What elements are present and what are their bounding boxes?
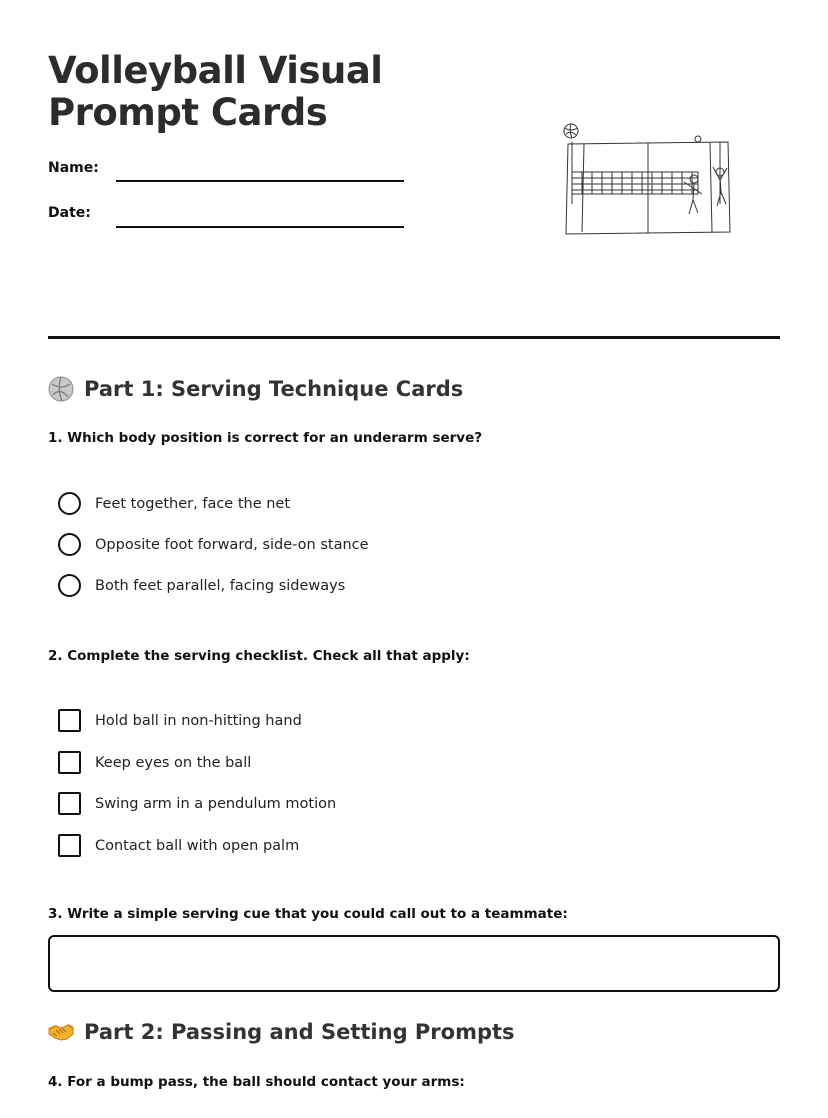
option-label: Both feet parallel, facing sideways	[95, 577, 346, 594]
date-field[interactable]	[116, 226, 404, 228]
question-3: 3. Write a simple serving cue that you could call out to a teammate:	[48, 906, 568, 922]
worksheet-page	[48, 0, 780, 1118]
q1-option-3[interactable]	[58, 574, 345, 597]
part1-heading	[48, 376, 463, 402]
checkbox[interactable]	[58, 792, 81, 815]
option-label: Keep eyes on the ball	[95, 754, 252, 771]
checkbox[interactable]	[58, 709, 81, 732]
q1-option-1[interactable]	[58, 492, 290, 515]
section-divider	[48, 336, 780, 339]
q1-option-2[interactable]	[58, 533, 369, 556]
radio-button[interactable]	[58, 533, 81, 556]
radio-button[interactable]	[58, 492, 81, 515]
name-field[interactable]	[116, 180, 404, 182]
option-label: Feet together, face the net	[95, 495, 291, 512]
handshake-icon	[48, 1019, 74, 1045]
part2-heading	[48, 1019, 515, 1045]
question-2: 2. Complete the serving checklist. Check all that apply:	[48, 648, 470, 664]
question-1: 1. Which body position is correct for an underarm serve?	[48, 430, 483, 446]
option-label: Opposite foot forward, side-on stance	[95, 536, 369, 553]
date-label: Date:	[48, 205, 91, 221]
part1-title: Part 1: Serving Technique Cards	[84, 377, 464, 401]
checkbox[interactable]	[58, 834, 81, 857]
option-label: Swing arm in a pendulum motion	[95, 795, 337, 812]
question-4: 4. For a bump pass, the ball should contact your arms:	[48, 1074, 465, 1090]
q2-option-3[interactable]	[58, 792, 336, 815]
option-label: Hold ball in non-hitting hand	[95, 712, 302, 729]
q2-option-4[interactable]	[58, 834, 299, 857]
checkbox[interactable]	[58, 751, 81, 774]
volleyball-icon	[48, 376, 74, 402]
worksheet-title: Volleyball Visual Prompt Cards	[48, 49, 383, 134]
serving-cue-answer-box[interactable]	[48, 935, 780, 992]
option-label: Contact ball with open palm	[95, 837, 300, 854]
q2-option-2[interactable]	[58, 751, 251, 774]
part2-title: Part 2: Passing and Setting Prompts	[84, 1020, 515, 1044]
q2-option-1[interactable]	[58, 709, 302, 732]
radio-button[interactable]	[58, 574, 81, 597]
name-label: Name:	[48, 160, 99, 176]
volleyball-court-illustration	[560, 120, 736, 238]
